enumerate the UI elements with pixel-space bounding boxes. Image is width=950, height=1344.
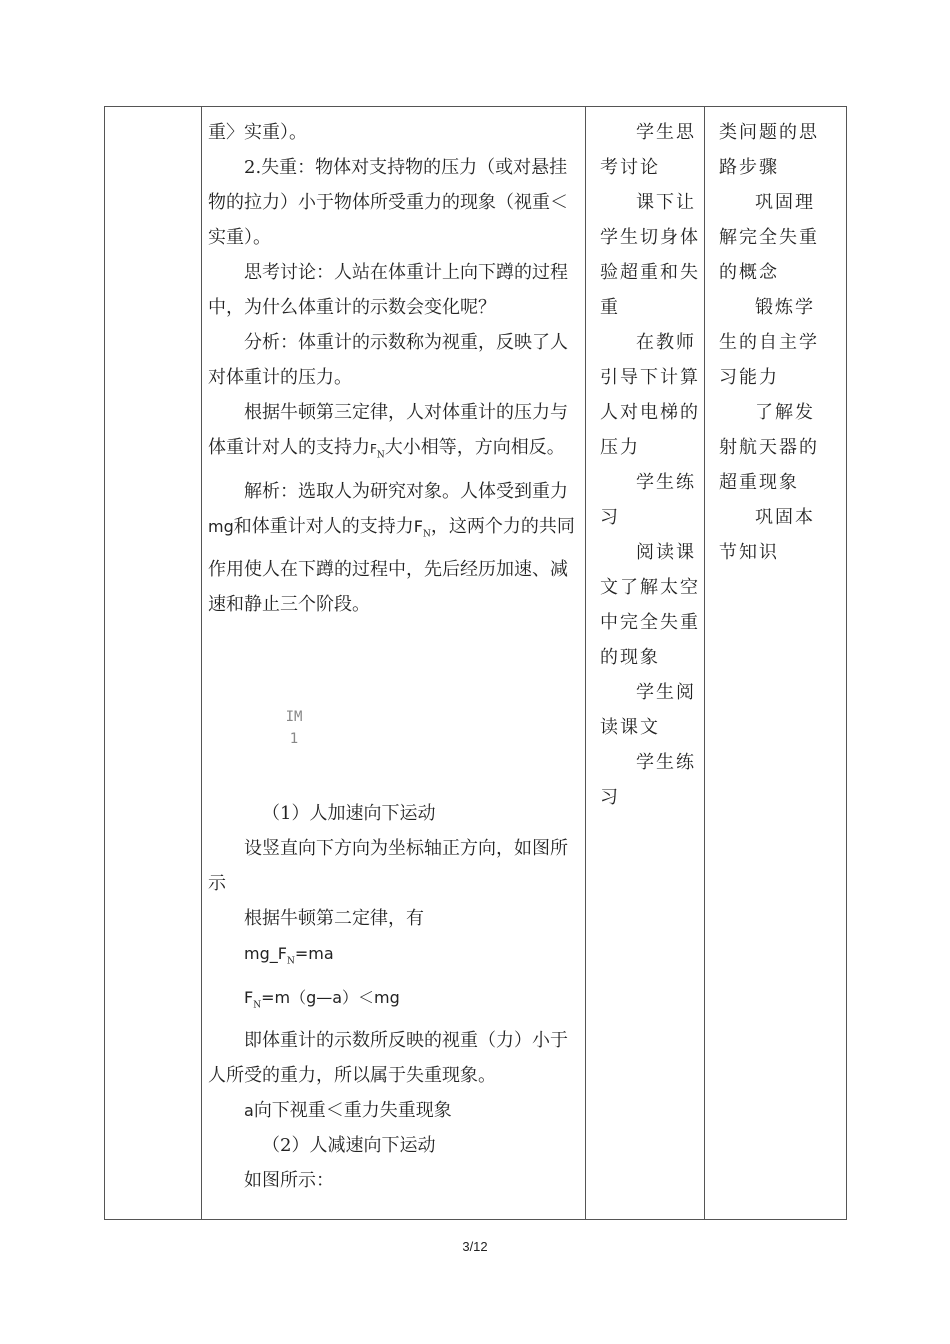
paragraph: 分析：体重计的示数称为视重，反映了人对体重计的压力。 <box>208 332 568 388</box>
text-run: 解析：选取人为研究对象。人体受到重力 <box>244 480 568 502</box>
equation-part: =ma <box>294 944 334 964</box>
intent-item: 了解发射航天器的超重现象 <box>719 402 819 493</box>
activity-item: 学生阅读课文 <box>600 682 696 738</box>
text-run: 大小相等，方向相反。 <box>384 437 565 458</box>
design-intent-column <box>705 107 847 1219</box>
subscript-n: N <box>253 1000 262 1011</box>
activity-item: 在教师引导下计算人对电梯的压力 <box>600 332 700 458</box>
equation-part: F <box>244 987 254 1007</box>
content-column <box>202 107 585 1219</box>
paragraph: 即体重计的示数所反映的视重（力）小于人所受的重力，所以属于失重现象。 <box>208 1030 568 1087</box>
activity-item: 课下让学生切身体验超重和失重 <box>600 192 700 318</box>
student-activity-column <box>586 107 704 1219</box>
activity-item: 学生练习 <box>600 472 696 528</box>
paragraph <box>208 1093 577 1128</box>
paragraph: 如图所示： <box>244 1170 334 1192</box>
section-heading: （1）人加速向下运动 <box>262 803 436 825</box>
section-heading: （2）人减速向下运动 <box>262 1135 436 1157</box>
activity-item: 阅读课文了解太空中完全失重的现象 <box>600 542 700 668</box>
activity-item: 学生思考讨论 <box>600 122 696 178</box>
intent-item: 巩固理解完全失重的概念 <box>719 192 819 283</box>
intent-item: 巩固本节知识 <box>719 507 815 563</box>
symbol-f: F <box>370 442 377 456</box>
equation-part: mg_F <box>244 944 287 964</box>
intent-item: 锻炼学生的自主学习能力 <box>719 297 819 388</box>
activity-item: 学生练习 <box>600 752 696 808</box>
subscript-n: N <box>286 956 295 967</box>
paragraph: 思考讨论：人站在体重计上向下蹲的过程中，为什么体重计的示数会变化呢？ <box>208 262 568 318</box>
paragraph <box>208 395 577 474</box>
symbol-mg: mg <box>208 516 234 536</box>
figure-placeholder-label: IM 1 <box>285 709 303 748</box>
equation-part: =m（g—a）＜mg <box>261 987 400 1007</box>
symbol-f: F <box>413 516 423 536</box>
text-run: ，这两个力的共同作用使人在下蹲的过程中，先后经历加速、减速和静止三个阶段。 <box>208 515 575 616</box>
text-run: 根据牛顿第三定律，人对体重计的压力与体重计对人的支持力 <box>208 402 568 458</box>
paragraph <box>208 474 577 623</box>
intent-item: 类问题的思路步骤 <box>719 122 819 178</box>
paragraph: 设竖直向下方向为坐标轴正方向，如图所示 <box>208 838 568 895</box>
equation <box>208 936 577 980</box>
lesson-table <box>104 106 847 1220</box>
paragraph: 重〉实重）。 <box>208 122 307 143</box>
text-run: 向下视重＜重力失重现象 <box>253 1100 452 1122</box>
symbol-a: a <box>244 1101 254 1121</box>
paragraph: 根据牛顿第二定律，有 <box>244 908 424 930</box>
subscript-n: N <box>422 529 431 540</box>
paragraph: 2.失重：物体对支持物的压力（或对悬挂物的拉力）小于物体所受重力的现象（视重＜实重）。 <box>208 157 568 248</box>
figure-placeholder <box>208 622 577 796</box>
text-run: 和体重计对人的支持力 <box>233 515 414 537</box>
subscript-n: N <box>376 450 385 461</box>
page-number: 3/12 <box>462 1239 488 1254</box>
equation <box>208 980 577 1024</box>
